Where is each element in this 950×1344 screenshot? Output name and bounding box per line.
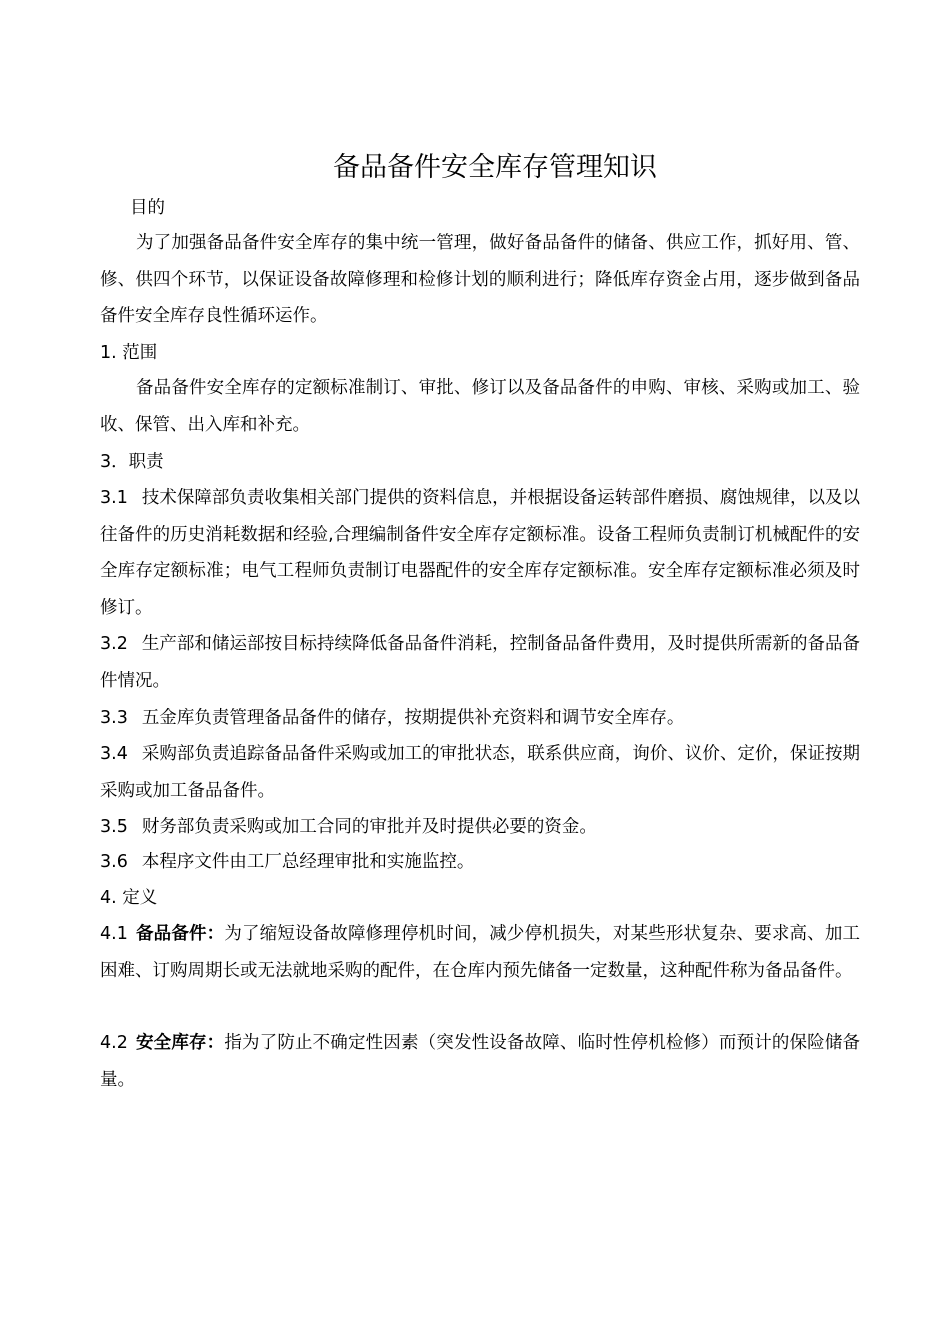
duty-number: 3.2 bbox=[100, 634, 128, 654]
definition-number: 4.1 bbox=[100, 924, 128, 944]
definition-term: 安全库存： bbox=[135, 1033, 225, 1053]
duty-number: 3.5 bbox=[100, 817, 128, 837]
page-title: 备品备件安全库存管理知识 bbox=[333, 152, 657, 183]
duty-text: 采购部负责追踪备品备件采购或加工的审批状态，联系供应商，询价、议价、定价，保证按期采购或加工备品备件。 bbox=[100, 744, 860, 801]
definition-term: 备品备件： bbox=[135, 924, 225, 944]
definition-item bbox=[100, 1025, 860, 1098]
scope-paragraph: 备品备件安全库存的定额标准制订、审批、修订以及备品备件的申购、审核、采购或加工、验收、保管、出入库和补充。 bbox=[100, 378, 860, 435]
duty-number: 3.1 bbox=[100, 488, 128, 508]
purpose-heading: 目的 bbox=[130, 198, 165, 218]
definition-item bbox=[100, 916, 860, 989]
definition-text: 指为了防止不确定性因素（突发性设备故障、临时性停机检修）而预计的保险储备量。 bbox=[100, 1033, 861, 1090]
duty-item bbox=[100, 809, 860, 846]
duty-text: 本程序文件由工厂总经理审批和实施监控。 bbox=[141, 852, 475, 872]
duty-item bbox=[100, 736, 860, 809]
duty-number: 3.4 bbox=[100, 744, 128, 764]
duty-number: 3.6 bbox=[100, 852, 128, 872]
duties-heading: 3．职责 bbox=[100, 452, 164, 472]
duty-number: 3.3 bbox=[100, 708, 128, 728]
duty-text: 生产部和储运部按目标持续降低备品备件消耗，控制备品备件费用，及时提供所需新的备品备件情况。 bbox=[100, 634, 860, 691]
duty-text: 五金库负责管理备品备件的储存，按期提供补充资料和调节安全库存。 bbox=[141, 708, 685, 728]
purpose-paragraph: 为了加强备品备件安全库存的集中统一管理，做好备品备件的储备、供应工作，抓好用、管、修、供四个环节，以保证设备故障修理和检修计划的顺利进行；降低库存资金占用，逐步做到备品备件安全库存良性循环运作。 bbox=[100, 233, 860, 326]
definitions-heading: 4. 定义 bbox=[100, 888, 158, 908]
duty-item bbox=[100, 626, 860, 699]
duty-item bbox=[100, 844, 860, 881]
definition-number: 4.2 bbox=[100, 1033, 128, 1053]
definition-text: 为了缩短设备故障修理停机时间，减少停机损失，对某些形状复杂、要求高、加工困难、订购周期长或无法就地采购的配件，在仓库内预先储备一定数量，这种配件称为备品备件。 bbox=[100, 924, 861, 981]
duty-text: 财务部负责采购或加工合同的审批并及时提供必要的资金。 bbox=[141, 817, 597, 837]
duty-item bbox=[100, 480, 860, 626]
scope-heading: 1. 范围 bbox=[100, 343, 158, 363]
duty-item bbox=[100, 700, 860, 737]
duty-text: 技术保障部负责收集相关部门提供的资料信息，并根据设备运转部件磨损、腐蚀规律，以及以往备件的历史消耗数据和经验,合理编制备件安全库存定额标准。设备工程师负责制订机械配件的安全库存定额标准；电气工程师负责制订电器配件的安全库存定额标准。安全库存定额标准必须及时修订。 bbox=[100, 488, 860, 618]
